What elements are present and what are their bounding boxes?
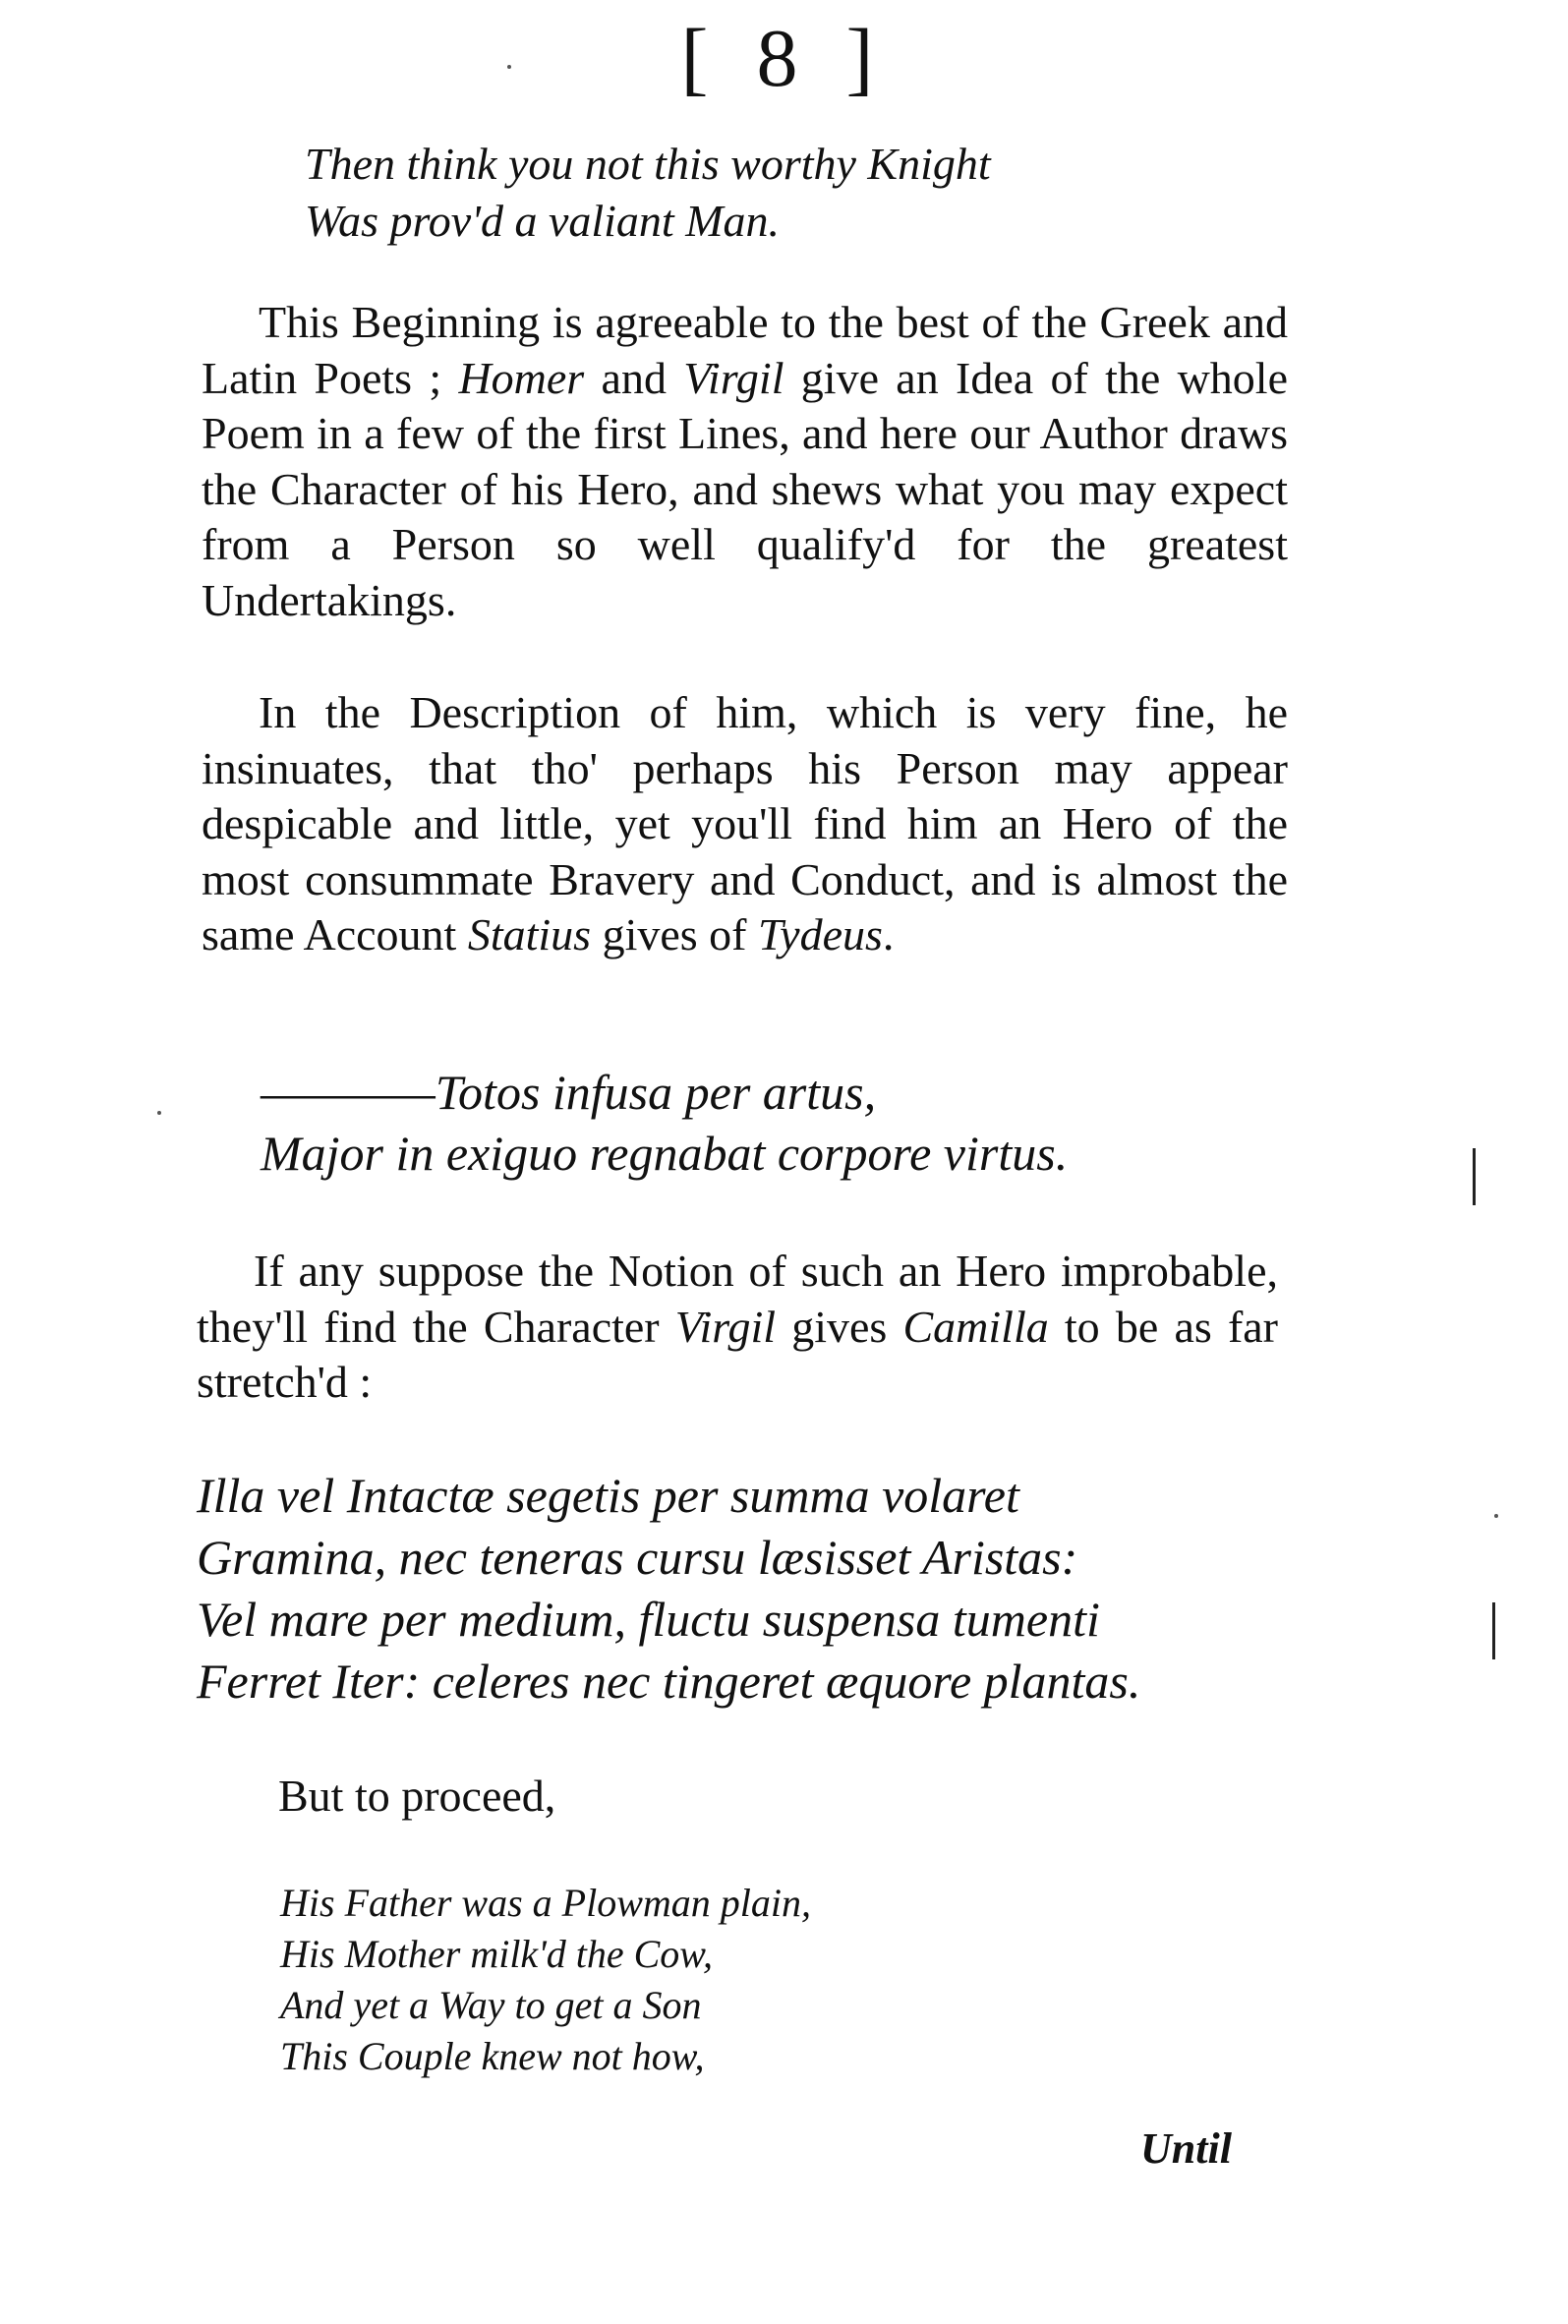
name-statius: Statius [467,909,592,959]
quote-line: Major in exiguo regnabat corpore virtus. [261,1126,1069,1181]
catchword: Until [1140,2124,1232,2173]
paragraph-text: If any suppose the Notion of such an Hero improbable, they'll find the Character [197,1246,1278,1352]
name-camilla: Camilla [902,1301,1049,1352]
quote-line: Vel mare per medium, fluctu suspensa tumenti [197,1592,1100,1647]
margin-mark [1473,1148,1476,1205]
name-virgil: Virgil [683,352,784,403]
verse-line: This Couple knew not how, [280,2034,705,2078]
ink-speck [1494,1514,1498,1518]
verse-line: His Mother milk'd the Cow, [280,1932,713,1976]
verse-line: Then think you not this worthy Knight [305,139,991,189]
paragraph-text: This Beginning is agreeable to the best of the Greek and Latin Poets ; [202,297,1288,403]
paragraph-text: In the Description of him, which is very fine, he insinuates, that tho' perhaps his Person may appear despicable and little, yet you'll find him an Hero of the most consummate Bravery and Conduct, and is almost the same Account [202,687,1288,959]
closing-verse [280,1878,811,2082]
opening-verse [305,136,991,250]
quote-line: Ferret Iter: celeres nec tingeret æquore plantas. [197,1654,1141,1709]
paragraph-text: and [584,352,684,403]
paragraph-text: gives [776,1301,903,1352]
virgil-quotation [197,1465,1140,1713]
proceed-line: But to proceed, [278,1771,556,1821]
page-number: [ 8 ] [680,13,888,104]
name-tydeus: Tydeus [757,909,883,959]
statius-quotation [261,1062,1068,1184]
ink-speck [507,65,511,69]
ink-speck [157,1111,161,1115]
verse-line: His Father was a Plowman plain, [280,1881,812,1925]
margin-mark [1492,1602,1495,1659]
paragraph-camilla [197,1244,1278,1411]
paragraph-text: give an Idea of the whole Poem in a few of the first Lines, and here our Author draws the Character of his Hero, and shews what you may expect from a Person so well qualify'd for the greatest Undertakings. [202,352,1288,625]
paragraph-beginning [202,295,1288,628]
paragraph-text: gives of [591,909,758,959]
name-virgil: Virgil [674,1301,777,1352]
verse-line: And yet a Way to get a Son [280,1983,702,2027]
paragraph-text: to be as far stretch'd : [197,1301,1278,1407]
quote-line: Illa vel Intactæ segetis per summa volaret [197,1468,1019,1523]
paragraph-description [202,685,1288,963]
name-homer: Homer [458,352,585,403]
verse-line: Was prov'd a valiant Man. [305,196,781,246]
quote-line: ————Totos infusa per artus, [261,1065,877,1120]
paragraph-text: . [882,909,895,959]
quote-line: Gramina, nec teneras cursu læsisset Aristas: [197,1530,1078,1585]
